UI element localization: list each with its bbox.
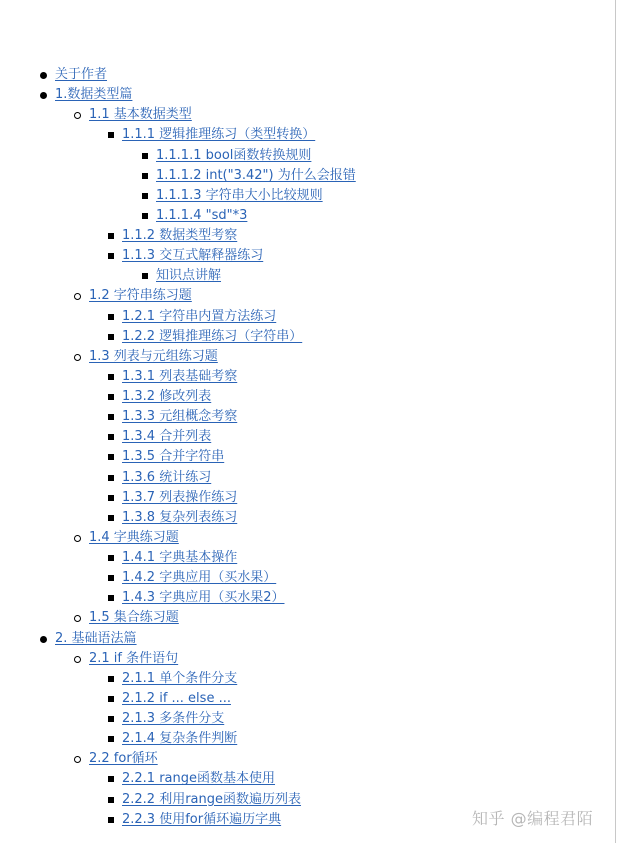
square-bullet-icon bbox=[108, 676, 114, 682]
square-bullet-icon bbox=[108, 374, 114, 380]
toc-item-level-3 bbox=[0, 307, 600, 327]
square-bullet-icon bbox=[142, 213, 148, 219]
toc-link[interactable]: 2.1.4 复杂条件判断 bbox=[122, 731, 238, 747]
toc-link[interactable]: 1.1.1.3 字符串大小比较规则 bbox=[156, 187, 323, 203]
toc-link[interactable]: 1.3.1 列表基础考察 bbox=[122, 368, 238, 384]
toc-item-level-3 bbox=[0, 769, 600, 789]
hollow-circle-bullet-icon bbox=[74, 615, 81, 622]
hollow-circle-bullet-icon bbox=[74, 535, 81, 542]
toc-link[interactable]: 1.1.1.1 bool函数转换规则 bbox=[156, 147, 312, 163]
toc-link[interactable]: 1.3.8 复杂列表练习 bbox=[122, 509, 238, 525]
toc-link[interactable]: 2. 基础语法篇 bbox=[55, 630, 137, 646]
toc-link[interactable]: 1.1.1.4 "sd"*3 bbox=[156, 207, 248, 223]
toc-item-level-3 bbox=[0, 387, 600, 407]
square-bullet-icon bbox=[108, 575, 114, 581]
toc-link[interactable]: 1.3 列表与元组练习题 bbox=[89, 348, 218, 364]
hollow-circle-bullet-icon bbox=[74, 293, 81, 300]
square-bullet-icon bbox=[108, 314, 114, 320]
toc-item-level-3 bbox=[0, 407, 600, 427]
toc-item-level-2 bbox=[0, 347, 600, 367]
square-bullet-icon bbox=[108, 555, 114, 561]
toc-item-level-1 bbox=[0, 85, 600, 105]
watermark: 知乎 @编程君陌 bbox=[472, 809, 594, 828]
square-bullet-icon bbox=[108, 475, 114, 481]
square-bullet-icon bbox=[108, 817, 114, 823]
square-bullet-icon bbox=[108, 334, 114, 340]
square-bullet-icon bbox=[108, 595, 114, 601]
toc-item-level-2 bbox=[0, 105, 600, 125]
toc-link[interactable]: 1.3.5 合并字符串 bbox=[122, 449, 225, 465]
square-bullet-icon bbox=[108, 797, 114, 803]
toc-item-level-3 bbox=[0, 488, 600, 508]
square-bullet-icon bbox=[108, 132, 114, 138]
toc-item-level-1 bbox=[0, 65, 600, 85]
toc-item-level-4 bbox=[0, 166, 600, 186]
toc-item-level-3 bbox=[0, 125, 600, 145]
toc-link[interactable]: 1.数据类型篇 bbox=[55, 87, 133, 103]
toc-link[interactable]: 1.2 字符串练习题 bbox=[89, 288, 192, 304]
square-bullet-icon bbox=[108, 716, 114, 722]
toc-link[interactable]: 2.2.1 range函数基本使用 bbox=[122, 771, 276, 787]
toc-item-level-3 bbox=[0, 669, 600, 689]
hollow-circle-bullet-icon bbox=[74, 656, 81, 663]
toc-item-level-4 bbox=[0, 186, 600, 206]
toc-item-level-3 bbox=[0, 568, 600, 588]
toc-item-level-3 bbox=[0, 709, 600, 729]
toc-link[interactable]: 2.2 for循环 bbox=[89, 751, 158, 767]
hollow-circle-bullet-icon bbox=[74, 756, 81, 763]
toc-link[interactable]: 1.2.1 字符串内置方法练习 bbox=[122, 308, 277, 324]
square-bullet-icon bbox=[108, 454, 114, 460]
toc-link[interactable]: 1.3.6 统计练习 bbox=[122, 469, 212, 485]
toc-item-level-3 bbox=[0, 508, 600, 528]
toc-item-level-3 bbox=[0, 246, 600, 266]
toc-item-level-2 bbox=[0, 528, 600, 548]
square-bullet-icon bbox=[108, 233, 114, 239]
toc-link[interactable]: 1.1 基本数据类型 bbox=[89, 107, 192, 123]
toc-link[interactable]: 1.3.7 列表操作练习 bbox=[122, 489, 238, 505]
filled-circle-bullet-icon bbox=[40, 92, 47, 99]
toc-item-level-3 bbox=[0, 327, 600, 347]
toc-item-level-4 bbox=[0, 266, 600, 286]
toc-link[interactable]: 1.4.3 字典应用（买水果2） bbox=[122, 590, 285, 606]
toc-link[interactable]: 1.3.4 合并列表 bbox=[122, 429, 212, 445]
toc-item-level-3 bbox=[0, 447, 600, 467]
toc-link[interactable]: 知识点讲解 bbox=[156, 268, 222, 284]
toc-link[interactable]: 1.4.1 字典基本操作 bbox=[122, 550, 238, 565]
square-bullet-icon bbox=[142, 273, 148, 279]
toc-link[interactable]: 2.1.3 多条件分支 bbox=[122, 711, 225, 726]
square-bullet-icon bbox=[108, 736, 114, 742]
toc-link[interactable]: 关于作者 bbox=[55, 67, 108, 82]
toc-item-level-2 bbox=[0, 608, 600, 628]
toc-item-level-2 bbox=[0, 286, 600, 306]
toc-item-level-1 bbox=[0, 629, 600, 649]
toc-link[interactable]: 1.5 集合练习题 bbox=[89, 610, 179, 626]
toc-item-level-3 bbox=[0, 468, 600, 488]
toc-link[interactable]: 1.4.2 字典应用（买水果） bbox=[122, 570, 277, 586]
toc-item-level-3 bbox=[0, 427, 600, 447]
square-bullet-icon bbox=[108, 394, 114, 400]
square-bullet-icon bbox=[108, 495, 114, 501]
filled-circle-bullet-icon bbox=[40, 636, 47, 643]
toc-item-level-3 bbox=[0, 689, 600, 709]
square-bullet-icon bbox=[108, 414, 114, 420]
toc-item-level-3 bbox=[0, 588, 600, 608]
square-bullet-icon bbox=[142, 173, 148, 179]
toc-item-level-2 bbox=[0, 649, 600, 669]
table-of-contents bbox=[0, 65, 600, 830]
toc-link[interactable]: 2.2.3 使用for循环遍历字典 bbox=[122, 811, 282, 827]
toc-link[interactable]: 1.1.1 逻辑推理练习（类型转换） bbox=[122, 127, 316, 143]
toc-link[interactable]: 2.2.2 利用range函数遍历列表 bbox=[122, 791, 302, 807]
toc-link[interactable]: 2.1.1 单个条件分支 bbox=[122, 670, 238, 686]
square-bullet-icon bbox=[108, 776, 114, 782]
square-bullet-icon bbox=[108, 253, 114, 259]
toc-item-level-3 bbox=[0, 548, 600, 568]
toc-link[interactable]: 1.4 字典练习题 bbox=[89, 529, 179, 545]
square-bullet-icon bbox=[142, 193, 148, 199]
toc-item-level-3 bbox=[0, 729, 600, 749]
filled-circle-bullet-icon bbox=[40, 72, 47, 79]
toc-link[interactable]: 2.1.2 if ... else ... bbox=[122, 690, 231, 706]
square-bullet-icon bbox=[108, 434, 114, 440]
toc-link[interactable]: 1.1.2 数据类型考察 bbox=[122, 228, 238, 243]
hollow-circle-bullet-icon bbox=[74, 354, 81, 361]
toc-link[interactable]: 1.2.2 逻辑推理练习（字符串） bbox=[122, 328, 303, 344]
hollow-circle-bullet-icon bbox=[74, 112, 81, 119]
square-bullet-icon bbox=[108, 515, 114, 521]
toc-item-level-2 bbox=[0, 749, 600, 769]
toc-link[interactable]: 1.1.3 交互式解释器练习 bbox=[122, 248, 264, 264]
toc-link[interactable]: 2.1 if 条件语句 bbox=[89, 650, 179, 666]
toc-item-level-4 bbox=[0, 206, 600, 226]
toc-item-level-4 bbox=[0, 146, 600, 166]
toc-item-level-3 bbox=[0, 367, 600, 387]
square-bullet-icon bbox=[142, 153, 148, 159]
square-bullet-icon bbox=[108, 696, 114, 702]
toc-link[interactable]: 1.3.3 元组概念考察 bbox=[122, 409, 238, 425]
page-right-border bbox=[615, 0, 616, 843]
toc-link[interactable]: 1.1.1.2 int("3.42") 为什么会报错 bbox=[156, 167, 356, 183]
toc-link[interactable]: 1.3.2 修改列表 bbox=[122, 389, 212, 404]
toc-item-level-3 bbox=[0, 226, 600, 246]
